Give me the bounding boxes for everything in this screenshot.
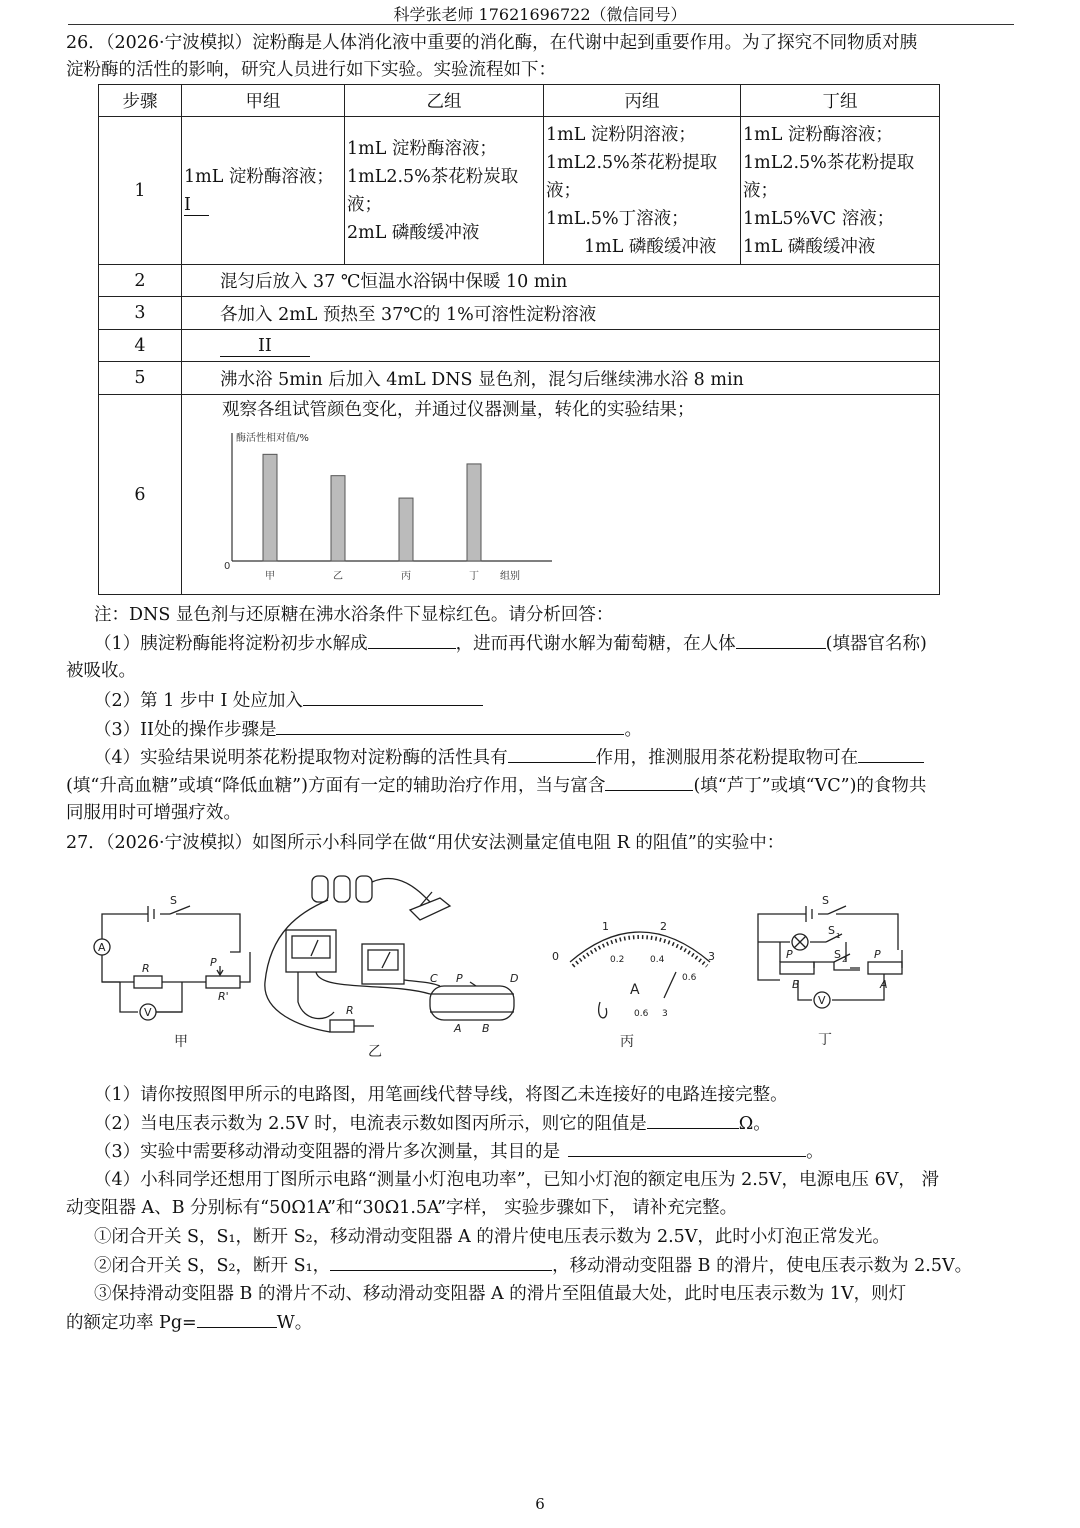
fig-label-ding: 丁 [818, 1032, 832, 1048]
q26-line2: 淀粉酶的活性的影响，研究人员进行如下实验。实验流程如下： [66, 60, 556, 80]
q27-s4-cont: 动变阻器 A、B 分别标有“50Ω1A”和“30Ω1.5A”字样， 实验步骤如下， 请补充完整。 [66, 1198, 738, 1218]
circuit-ding [758, 894, 902, 1048]
step-3-text: 各加入 2mL 预热至 37℃的 1%可溶性淀粉溶液 [182, 297, 940, 330]
q26-s1-cont: 被吸收。 [66, 661, 136, 681]
q26-s1: （1）胰淀粉酶能将淀粉初步水解成 ，进而再代谢水解为葡萄糖，在人体 (填器官名称) [94, 630, 927, 657]
yi-line: 液； [347, 194, 382, 215]
fig-label-bing: 丙 [620, 1034, 634, 1050]
table-header-row [99, 85, 940, 117]
step-2: 2 [99, 265, 182, 297]
fig-label-jia: 甲 [174, 1034, 188, 1050]
answer-blank[interactable] [568, 1138, 806, 1157]
svg-text:P: P [210, 956, 217, 969]
step-6: 6 [99, 395, 182, 595]
svg-text:C: C [430, 972, 438, 985]
svg-text:1: 1 [602, 920, 609, 933]
step-5-text: 沸水浴 5min 后加入 4mL DNS 显色剂，混匀后继续沸水浴 8 min [182, 362, 940, 395]
jia-line: 1mL 淀粉酶溶液； [184, 166, 334, 187]
svg-text:A: A [630, 982, 640, 998]
table-row [99, 265, 940, 297]
answer-blank[interactable] [303, 687, 483, 706]
th-step: 步骤 [99, 85, 182, 117]
experiment-table [98, 84, 940, 595]
answer-blank[interactable] [368, 630, 456, 649]
svg-text:R': R' [218, 990, 229, 1003]
fig-label-yi: 乙 [368, 1044, 382, 1060]
svg-text:0.2: 0.2 [610, 955, 625, 965]
q26-s3: （3）II处的操作步骤是 。 [94, 716, 642, 743]
answer-blank[interactable] [858, 744, 924, 763]
q27-step3-cont: 的额定功率 Pg= W。 [66, 1309, 312, 1336]
q26-s4-end: 同服用时可增强疗效。 [66, 803, 241, 823]
table-row [99, 395, 940, 595]
q27-step3: ③保持滑动变阻器 B 的滑片不动、移动滑动变阻器 A 的滑片至阻值最大处，此时电压表示数为 1V，则灯 [94, 1284, 907, 1304]
svg-text:V: V [144, 1006, 152, 1019]
svg-text:R: R [142, 962, 150, 975]
th-ding: 丁组 [741, 85, 940, 117]
bar-label-1: 乙 [333, 571, 343, 582]
q26-s4-cont: (填“升高血糖”或填“降低血糖”)方面有一定的辅助治疗作用，当与富含 (填“芦丁”或填“VC”)的食物共 [66, 772, 926, 799]
svg-text:V: V [818, 994, 826, 1007]
svg-text:R: R [346, 1004, 354, 1017]
cell-bing [544, 117, 741, 265]
q26-s2: （2）第 1 步中 I 处应加入 [94, 687, 483, 714]
svg-text:3: 3 [708, 950, 715, 963]
svg-text:3: 3 [662, 1009, 668, 1019]
bar-1 [331, 476, 345, 561]
svg-text:2: 2 [842, 956, 847, 964]
bar-3 [467, 464, 481, 561]
svg-text:A: A [98, 941, 106, 954]
svg-text:P: P [456, 972, 463, 985]
apparatus-yi [265, 876, 519, 1060]
bar-label-0: 甲 [265, 571, 275, 582]
svg-text:S: S [822, 894, 829, 907]
svg-text:A: A [454, 1022, 462, 1035]
chart-xlabel: 组别 [500, 571, 520, 582]
jia-blank-I[interactable]: I [184, 191, 342, 219]
q27-s2: （2）当电压表示数为 2.5V 时，电流表示数如图丙所示，则它的阻值是 Ω。 [94, 1110, 771, 1137]
q26-s4: （4）实验结果说明茶花粉提取物对淀粉酶的活性具有 作用，推测服用茶花粉提取物可在 [94, 744, 924, 771]
answer-blank[interactable] [508, 744, 596, 763]
svg-text:1: 1 [836, 932, 841, 940]
answer-blank[interactable] [647, 1110, 739, 1129]
svg-text:P: P [874, 948, 881, 961]
chart-origin: 0 [224, 561, 231, 572]
circuit-figures [90, 862, 1010, 1062]
ammeter-bing [552, 920, 715, 1050]
answer-blank[interactable] [276, 716, 624, 735]
q27-step1: ①闭合开关 S，S₁，断开 S₂，移动滑动变阻器 A 的滑片使电压表示数为 2.5V，此时小灯泡正常发光。 [94, 1227, 890, 1247]
step-6-cell [182, 395, 940, 595]
q27-s3: （3）实验中需要移动滑动变阻器的滑片多次测量，其目的是 。 [94, 1138, 824, 1165]
bar-label-2: 丙 [401, 571, 411, 582]
step-4-blank[interactable]: II [182, 330, 940, 362]
answer-blank[interactable] [736, 630, 826, 649]
ding-line: 1mL 淀粉酶溶液； [743, 124, 893, 145]
svg-text:0.4: 0.4 [650, 955, 665, 965]
bar-2 [399, 498, 413, 561]
yi-line: 1mL 淀粉酶溶液； [347, 138, 497, 159]
header-rule [68, 24, 1014, 25]
svg-text:S: S [170, 894, 177, 907]
step-6-text: 观察各组试管颜色变化，并通过仪器测量，转化的实验结果； [222, 400, 695, 420]
ding-line: 1mL 磷酸缓冲液 [743, 236, 876, 257]
bar-0 [263, 454, 277, 561]
yi-line: 1mL2.5%茶花粉炭取 [347, 166, 519, 187]
table-row [99, 330, 940, 362]
q27-step2: ②闭合开关 S，S₂，断开 S₁， ，移动滑动变阻器 B 的滑片，使电压表示数为 2.5V。 [94, 1252, 972, 1279]
table-row [99, 297, 940, 330]
q27-s4: （4）小科同学还想用丁图所示电路“测量小灯泡电功率”，已知小灯泡的额定电压为 2.5V，电源电压 6V， 滑 [94, 1170, 939, 1190]
svg-text:A: A [880, 978, 888, 991]
chart-ylabel: 酶活性相对值/% [236, 433, 309, 444]
step-5: 5 [99, 362, 182, 395]
svg-text:P: P [786, 948, 793, 961]
q26-line1: 26．（2026·宁波模拟）淀粉酶是人体消化液中重要的消化酶，在代谢中起到重要作用。为了探究不同物质对胰 [66, 33, 918, 53]
step-3: 3 [99, 297, 182, 330]
cell-ding [741, 117, 940, 265]
answer-blank[interactable] [330, 1252, 552, 1271]
q26-note: 注：DNS 显色剂与还原糖在沸水浴条件下显棕红色。请分析回答： [94, 605, 614, 625]
ding-line: 1mL2.5%茶花粉提取 [743, 152, 915, 173]
step-1: 1 [99, 117, 182, 265]
svg-text:B: B [482, 1022, 490, 1035]
enzyme-activity-chart [222, 429, 602, 589]
svg-text:0.6: 0.6 [682, 973, 697, 983]
ding-line: 1mL5%VC 溶液； [743, 208, 895, 229]
th-yi: 乙组 [345, 85, 544, 117]
svg-text:0: 0 [552, 950, 559, 963]
page-number: 6 [535, 1495, 545, 1513]
answer-blank[interactable] [605, 772, 693, 791]
th-bing: 丙组 [544, 85, 741, 117]
bing-line: 1mL 淀粉阴溶液； [546, 124, 696, 145]
bar-label-3: 丁 [469, 571, 479, 582]
q27-intro: 27．（2026·宁波模拟）如图所示小科同学在做“用伏安法测量定值电阻 R 的阻值”的实验中： [66, 833, 785, 853]
answer-blank[interactable] [197, 1309, 277, 1328]
th-jia: 甲组 [182, 85, 345, 117]
table-row [99, 117, 940, 265]
svg-text:S: S [834, 948, 841, 961]
svg-text:B: B [792, 978, 800, 991]
step-4: 4 [99, 330, 182, 362]
circuit-jia [94, 894, 250, 1050]
page-header: 科学张老师 17621696722（微信同号） [393, 5, 687, 24]
cell-jia [182, 117, 345, 265]
bing-line: 1mL2.5%茶花粉提取 [546, 152, 718, 173]
q27-s1: （1）请你按照图甲所示的电路图，用笔画线代替导线，将图乙未连接好的电路连接完整。 [94, 1085, 788, 1105]
svg-text:2: 2 [660, 920, 667, 933]
cell-yi [345, 117, 544, 265]
svg-text:D: D [510, 972, 519, 985]
svg-text:0.6: 0.6 [634, 1009, 649, 1019]
ding-line: 液； [743, 180, 778, 201]
bing-line: 1mL.5%丁溶液； [546, 208, 689, 229]
bing-line: 液； [546, 180, 581, 201]
yi-line: 2mL 磷酸缓冲液 [347, 222, 480, 243]
svg-text:S: S [828, 924, 835, 937]
bing-line: 1mL 磷酸缓冲液 [584, 236, 717, 257]
step-2-text: 混匀后放入 37 ℃恒温水浴锅中保暖 10 min [182, 265, 940, 297]
table-row [99, 362, 940, 395]
